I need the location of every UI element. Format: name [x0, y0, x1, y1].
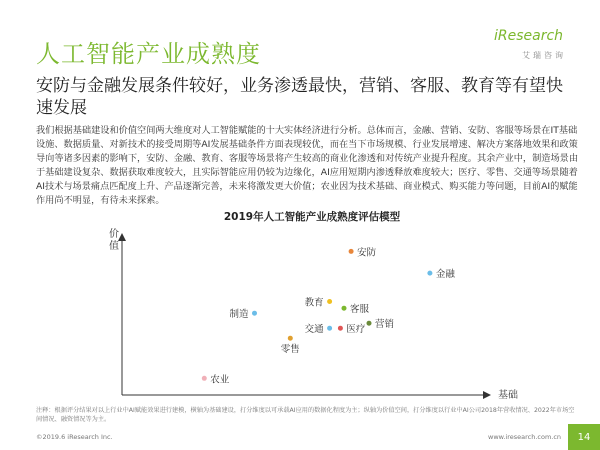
scatter-point-5: [367, 321, 372, 326]
logo-brand-main: iResearch: [494, 28, 564, 44]
body-paragraph: 我们根据基础建设和价值空间两大维度对人工智能赋能的十大实体经济进行分析。总体而言，金融、营销、安防、客服等场景在IT基础设施、数据质量、对新技术的接受周期等AI发展基础条件方面表现较优，而在当下市场规模、行业发展增速、解决方案落地效果和政策导向等诸多因素的影响下，安防、金融、教育、客服等场景将产生较高的商业化渗透和对传统产业提升程度。其余产业中，制造场景由于基础建设复杂、数据获取难度较大，且实际智能应用仍较为边缘化，AI应用短期内渗透释放难度较大；医疗、零售、交通等场景随着AI技术与场景痛点匹配度上升、产品逐渐完善，未来将激发更大价值；农业因为技术基础、商业模式、购买能力等问题，目前AI的赋能作用尚不明显，有待未来探索。: [36, 125, 579, 206]
website: www.iresearch.com.cn: [488, 433, 562, 441]
point-label-2: 教育: [304, 297, 324, 309]
scatter-point-2: [327, 299, 332, 304]
scatter-point-4: [252, 311, 257, 316]
scatter-point-8: [288, 336, 293, 341]
scatter-point-6: [327, 326, 332, 331]
scatter-point-7: [338, 326, 343, 331]
scatter-point-0: [349, 249, 354, 254]
point-label-1: 金融: [435, 269, 455, 281]
page-title: 人工智能产业成熟度: [36, 40, 261, 68]
logo-brand-sub: 艾瑞咨询: [522, 51, 566, 60]
chart-title: 2019年人工智能产业成熟度评估模型: [223, 211, 401, 223]
point-label-5: 营销: [375, 319, 395, 331]
copyright: ©2019.6 iResearch Inc.: [36, 433, 113, 441]
point-label-8: 零售: [280, 344, 300, 356]
y-axis-label: 价值: [106, 228, 118, 252]
page-number: 14: [568, 424, 600, 450]
scatter-point-1: [427, 271, 432, 276]
point-label-0: 安防: [357, 247, 377, 259]
scatter-point-9: [202, 376, 207, 381]
scatter-point-3: [342, 306, 347, 311]
slide-subtitle: 安防与金融发展条件较好，业务渗透最快，营销、客服、教育等有望快速发展: [36, 76, 563, 118]
point-label-4: 制造: [229, 309, 249, 321]
footnote: 注释：根据评分结果对以上行业中AI赋能效果进行建模，横轴为基础建设，打分维度以可承载AI应用的数据化程度为主；纵轴为价值空间，打分维度以行业中AI公司2018年营收情况、2022年市场空间情况、融资情况等为主。: [36, 407, 575, 423]
x-axis-label: 基础: [498, 390, 518, 401]
point-label-6: 交通: [304, 324, 324, 336]
point-label-7: 医疗: [346, 324, 366, 336]
point-label-9: 农业: [210, 374, 230, 386]
point-label-3: 客服: [350, 304, 370, 316]
points-layer: [202, 246, 456, 385]
